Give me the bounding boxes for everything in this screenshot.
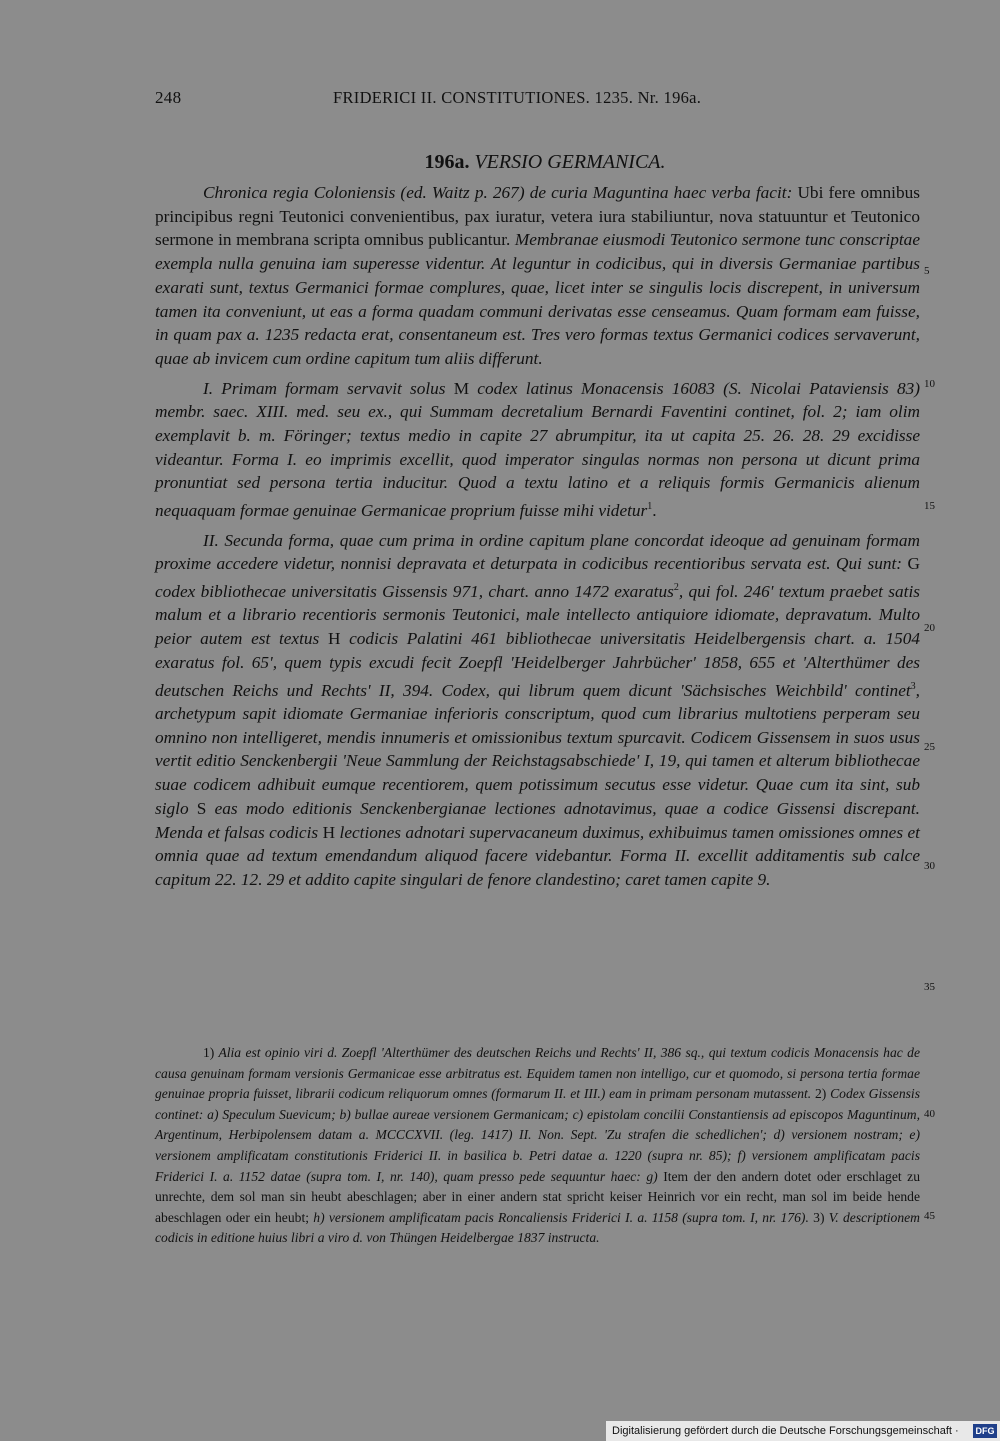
line-number: 5 — [924, 265, 930, 277]
forma-2-text-d: codicis Palatini 461 bibliothecae universitatis Heidelbergensis chart. a. 1504 exaratus fol. 65', quem typis excudi fecit Zoepfl 'Heidelberger Jahrbücher' 1858, 655 et 'Alterthümer des deutschen Reichs und Rechts' II, 394. Codex, qui librum quem dicunt 'Sächsisches Weichbild' continet — [155, 629, 920, 700]
footnote-ref-3[interactable]: 3 — [910, 680, 916, 692]
siglum-s: S — [196, 798, 207, 818]
footnote — [155, 1043, 920, 1249]
main-text — [155, 181, 920, 892]
forma-1-text-cont: codex latinus Monacensis 16083 (S. Nicolai Pataviensis 83) membr. saec. XIII. med. seu ex., qui Summam decretalium Bernardi Faventini continet, fol. 2; iam olim exemplavit b. m. Föringer; textus medio in capite 27 abrumpitur, ita ut capita 25. 26. 28. 29 excidisse videantur. Forma I. eo imprimis excellit, quod imperator singulas normas non persona ut dicunt prima pronuntiat sed persona tertia inducitur. Quod a textu latino et a reliquis formis Germanicis alienum nequaquam formae genuinae Germanicae proprium fuisse mihi videtur — [155, 378, 921, 520]
siglum-h-2: H — [322, 822, 336, 842]
footnote-3-text: V. descriptionem codicis in editione huius libri a viro d. von Thüngen Heidelbergae 1837 instructa. — [155, 1209, 921, 1246]
paragraph-forma-2 — [155, 529, 920, 892]
line-number: 40 — [924, 1108, 935, 1120]
footnote-number: 3) — [813, 1209, 825, 1225]
intro-commentary: Membranae eiusmodi Teutonico sermone tunc conscriptae exempla nulla genuina iam superesse videntur. At leguntur in codicibus, qui in diversis Germaniae partibus exarati sunt, textus Germanici formae complures, quae, licet inter se singulis locis discrepent, in universum tamen ita conveniunt, ut eas a forma quadam communi derivatas esse censeamus. Quam formam eam fuisse, in quam pax a. 1235 redacta erat, consentaneum est. Tres vero formas textus Germanici codices servaverunt, quae ab invicem cum ordine capitum tum aliis differunt. — [155, 230, 920, 368]
credit-text: Digitalisierung gefördert durch die Deutsche Forschungsgemeinschaft · — [612, 1425, 959, 1437]
dfg-logo-icon[interactable]: DFG — [973, 1424, 997, 1438]
footnote-number: 2) — [815, 1086, 827, 1102]
forma-1-end: . — [652, 500, 657, 520]
footnote-2-quote: Item der den andern dotet oder erschlaget zu unrechte, dem sol man sin heubt abeschlagen; aber in einer andern stat spricht keiser Heinrich vor ein recht, man sol im beide hende abeschlagen oder ein heubt; — [155, 1168, 920, 1225]
running-head: FRIDERICI II. CONSTITUTIONES. 1235. Nr. 196a. — [333, 88, 702, 107]
paragraph-forma-1 — [155, 377, 920, 523]
digitization-credit-bar — [606, 1421, 1000, 1441]
footnote-ref-1[interactable]: 1 — [647, 501, 653, 513]
chronicle-quote: Ubi fere omnibus principibus regni Teutonici convenientibus, pax iuratur, vetera iura stabiliuntur, nova statuuntur et Teutonico sermone in membrana scripta omnibus publicantur. — [155, 183, 920, 250]
footnote-1-text: Alia est opinio viri d. Zoepfl 'Alterthümer des deutschen Reichs und Rechts' II, 386 sq., qui textum codicis Monacensis hac de causa genuinam formam versionis Germanicae esse arbitratus est. Equidem tamen non intelligo, cur et quomodo, si persona tertia formae genuinae propria fuisset, librarii codicum reliquorum omnes (formarum II. et III.) eam in primam personam mutassent. — [155, 1045, 920, 1102]
forma-1-text: I. Primam formam servavit solus — [203, 378, 454, 398]
forma-2-text: II. Secunda forma, quae cum prima in ordine capitum plane concordat ideoque ad genuinam formam proxime accedere videtur, nonnisi depravata et deturpata in codicibus recentioribus servata est. Qui sunt: — [155, 530, 920, 574]
footnotes — [155, 1043, 920, 1249]
siglum-m: M — [453, 378, 470, 398]
forma-2-text-c: , qui fol. 246' textum praebet satis malum et a librario recentioris sermonis Teutonici, male intellecto antiquiore idiomate, depravatum. Multo peior autem est textus — [155, 581, 920, 649]
footnote-number: 1) — [203, 1045, 215, 1060]
line-number: 10 — [924, 378, 935, 390]
line-number: 30 — [924, 860, 935, 872]
siglum-g: G — [907, 554, 920, 574]
forma-2-text-f: eas modo editionis Senckenbergianae lectiones adnotavimus, quae a codice Gissensi discrepant. Menda et falsas codicis — [155, 798, 920, 842]
line-number: 20 — [924, 622, 935, 634]
document-title: VERSIO GERMANICA. — [474, 151, 666, 173]
line-number: 45 — [924, 1210, 935, 1222]
footnote-2-text-cont: h) versionem amplificatam pacis Roncaliensis Friderici I. a. 1158 (supra tom. I, nr. 176). — [309, 1209, 809, 1225]
paragraph-intro — [155, 181, 920, 371]
intro-citation: Chronica regia Coloniensis (ed. Waitz p. 267) de curia Maguntina haec verba facit: — [203, 183, 798, 202]
page-number: 248 — [155, 88, 182, 107]
footnote-2-text: Codex Gissensis continet: a) Speculum Suevicum; b) bullae aureae versionem Germanicam; c) epistolam concilii Constantiensis ad episcopos Maguntinum, Argentinum, Herbipolensem datam a. MCCCXVII. (leg. 1417) II. Non. Sept. 'Zu strafen die schedlichen'; d) versionem nostram; e) versionem amplificatam constitutionis Friderici II. in basilica b. Petri datae a. 1220 (supra nr. 85); f) versionem amplificatam pacis Friderici I. a. 1152 datae (supra tom. I, nr. 140), quam presso pede sequuntur haec: g) — [155, 1086, 920, 1184]
forma-2-text-b: codex bibliothecae universitatis Gissensis 971, chart. anno 1472 exaratus — [155, 581, 674, 601]
footnote-ref-2[interactable]: 2 — [673, 582, 679, 594]
forma-2-text-e: , archetypum sapit idiomate Germaniae inferioris conscriptum, quod cum librarius multotiens perperam seu omnino non intelligeret, mendis innumeris et omissionibus textum spurcavit. Codicem Gissensem in suos usus vertit editio Senckenbergii 'Neue Sammlung der Reichstagsabschiede' I, 19, qui tamen et alterum bibliothecae suae codicem adhibuit eumque recentiorem, quem potissimum secutus esse videtur. Quae cum ita sint, sub siglo — [155, 680, 920, 818]
page-header — [155, 88, 935, 114]
document-number: 196a. — [424, 151, 470, 173]
line-number: 35 — [924, 981, 935, 993]
line-number: 25 — [924, 741, 935, 753]
line-number: 15 — [924, 500, 935, 512]
forma-2-text-g: lectiones adnotari supervacaneum duximus, exhibuimus tamen omissiones omnes et omnia quae ad textum emendandum aliquod facere videbantur. Forma II. excellit additamentis sub calce capitum 22. 12. 29 et addito capite singulari de fenore clandestino; caret tamen capite 9. — [155, 822, 920, 889]
siglum-h: H — [327, 629, 341, 649]
section-heading — [155, 150, 935, 174]
